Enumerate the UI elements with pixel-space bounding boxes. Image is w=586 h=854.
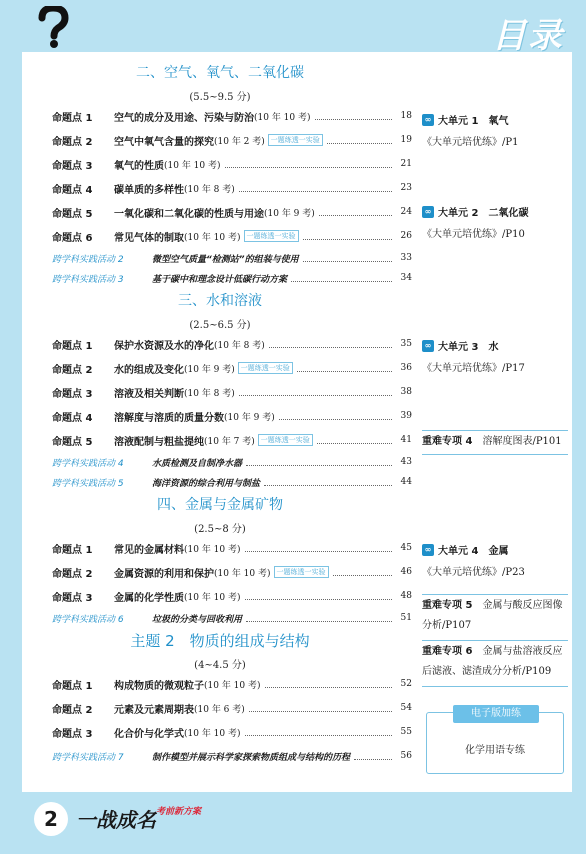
row-page: 34 <box>400 273 412 283</box>
link-icon: ∞ <box>422 114 434 126</box>
header-band <box>0 0 586 56</box>
row-label: 跨学科实践活动 4 <box>52 458 124 469</box>
leader-dots <box>225 161 392 168</box>
unit-sub: 《大单元培优练》/P23 <box>422 567 525 578</box>
row-name: 水的组成及变化 <box>114 364 184 376</box>
row-page: 48 <box>400 591 412 601</box>
unit-link[interactable] <box>422 542 572 578</box>
leader-dots <box>249 705 392 712</box>
row-name: 化合价与化学式 <box>114 728 184 740</box>
row-note: (10 年 10 考) <box>184 728 241 739</box>
leader-dots <box>239 185 392 192</box>
toc-row[interactable] <box>52 432 412 448</box>
row-page: 38 <box>400 387 412 397</box>
row-label: 跨学科实践活动 3 <box>52 274 124 285</box>
row-note: (10 年 6 考) <box>194 704 245 715</box>
row-page: 52 <box>400 679 412 689</box>
bonus-box[interactable] <box>426 708 564 774</box>
leader-dots <box>269 341 392 348</box>
section-range: (5.5~9.5 分) <box>189 92 251 103</box>
section-range: (4~4.5 分) <box>194 660 246 671</box>
toc-row[interactable] <box>52 724 412 740</box>
special-item[interactable] <box>422 642 568 682</box>
toc-row[interactable] <box>52 564 412 580</box>
link-icon: ∞ <box>422 544 434 556</box>
row-name: 金属资源的利用和保护 <box>114 568 214 580</box>
toc-row[interactable] <box>52 360 412 376</box>
row-page: 23 <box>400 183 412 193</box>
toc-row[interactable] <box>52 588 412 604</box>
row-name: 空气的成分及用途、污染与防治 <box>114 112 254 124</box>
row-page: 19 <box>400 135 412 145</box>
row-page: 26 <box>400 231 412 241</box>
row-name: 常见气体的制取 <box>114 232 184 244</box>
leader-dots <box>303 255 392 262</box>
unit-head: 大单元 4 金属 <box>438 546 509 557</box>
leader-dots <box>354 753 392 760</box>
row-note: (10 年 9 考) <box>224 412 275 423</box>
row-name: 溶液配制与粗盐提纯 <box>114 436 204 448</box>
leader-dots <box>333 569 392 576</box>
activity-row[interactable] <box>52 250 412 266</box>
row-tag: 一题练透一实验 <box>274 566 329 578</box>
row-note: (10 年 8 考) <box>184 388 235 399</box>
leader-dots <box>245 545 392 552</box>
row-name: 元素及元素周期表 <box>114 704 194 716</box>
section-title: 四、金属与金属矿物 <box>157 497 283 513</box>
row-name: 构成物质的微观粒子 <box>114 680 204 692</box>
special-item[interactable] <box>422 596 568 636</box>
row-name: 一氧化碳和二氧化碳的性质与用途 <box>114 208 264 220</box>
row-name: 氧气的性质 <box>114 160 164 172</box>
special-text: 溶解度图表/P101 <box>482 436 562 447</box>
row-page: 46 <box>400 567 412 577</box>
toc-row[interactable] <box>52 408 412 424</box>
activity-row[interactable] <box>52 270 412 286</box>
leader-dots <box>327 137 392 144</box>
side-panel <box>418 52 572 792</box>
left-band <box>0 52 22 792</box>
special-label: 重难专项 4 <box>422 436 473 447</box>
row-page: 43 <box>400 457 412 467</box>
row-tag: 一题练透一实验 <box>244 230 299 242</box>
row-label: 命题点 1 <box>52 340 93 352</box>
special-label: 重难专项 6 <box>422 646 473 657</box>
leader-dots <box>319 209 392 216</box>
brand-sup: 考前新方案 <box>156 807 202 817</box>
row-label: 命题点 1 <box>52 112 93 124</box>
row-label: 命题点 1 <box>52 544 93 556</box>
leader-dots <box>315 113 392 120</box>
special-item[interactable] <box>422 432 568 452</box>
row-label: 跨学科实践活动 2 <box>52 254 124 265</box>
special-text: 金属与盐溶液反应后滤液、滤渣成分分析/P109 <box>422 646 563 677</box>
row-note: (10 年 8 考) <box>184 184 235 195</box>
divider <box>422 640 568 641</box>
brand-logo <box>76 804 201 833</box>
unit-link[interactable] <box>422 112 572 148</box>
section-title: 主题 2 物质的组成与结构 <box>130 632 310 650</box>
row-page: 24 <box>400 207 412 217</box>
row-note: (10 年 10 考) <box>164 160 221 171</box>
bonus-body: 化学用语专练 <box>465 745 525 756</box>
special-label: 重难专项 5 <box>422 600 473 611</box>
toc-row[interactable] <box>52 676 412 692</box>
section-range: (2.5~8 分) <box>194 524 246 535</box>
row-label: 跨学科实践活动 5 <box>52 478 124 489</box>
row-label: 命题点 2 <box>52 364 93 376</box>
row-name: 常见的金属材料 <box>114 544 184 556</box>
activity-row[interactable] <box>52 454 412 470</box>
row-page: 33 <box>400 253 412 263</box>
row-name: 金属的化学性质 <box>114 592 184 604</box>
unit-link[interactable] <box>422 204 572 240</box>
unit-head: 大单元 3 水 <box>438 342 499 353</box>
row-page: 44 <box>400 477 412 487</box>
row-page: 56 <box>400 751 412 761</box>
leader-dots <box>279 413 392 420</box>
row-label: 跨学科实践活动 6 <box>52 614 124 625</box>
bonus-title: 电子版加练 <box>453 705 539 723</box>
leader-dots <box>265 681 392 688</box>
row-label: 命题点 2 <box>52 568 93 580</box>
row-note: (10 年 7 考) <box>204 436 255 447</box>
row-label: 命题点 4 <box>52 184 93 196</box>
divider <box>422 454 568 455</box>
leader-dots <box>246 459 392 466</box>
row-label: 命题点 6 <box>52 232 93 244</box>
row-label: 命题点 3 <box>52 728 93 740</box>
row-note: (10 年 10 考) <box>214 568 271 579</box>
leader-dots <box>264 479 392 486</box>
row-label: 命题点 5 <box>52 436 93 448</box>
divider <box>422 594 568 595</box>
row-tag: 一题练透一实验 <box>268 134 323 146</box>
row-label: 跨学科实践活动 7 <box>52 752 124 763</box>
unit-head: 大单元 2 二氧化碳 <box>438 208 529 219</box>
divider <box>422 430 568 431</box>
row-label: 命题点 5 <box>52 208 93 220</box>
activity-row[interactable] <box>52 474 412 490</box>
activity-row[interactable] <box>52 610 412 626</box>
row-label: 命题点 4 <box>52 412 93 424</box>
row-note: (10 年 2 考) <box>214 136 265 147</box>
row-name: 碳单质的多样性 <box>114 184 184 196</box>
row-note: (10 年 10 考) <box>184 544 241 555</box>
row-page: 18 <box>400 111 412 121</box>
row-name: 微型空气质量“检测站”的组装与使用 <box>152 254 299 265</box>
row-name: 基于碳中和理念设计低碳行动方案 <box>152 274 288 285</box>
row-page: 35 <box>400 339 412 349</box>
page-number: 2 <box>34 802 68 836</box>
row-tag: 一题练透一实验 <box>258 434 313 446</box>
leader-dots <box>239 389 392 396</box>
activity-row[interactable] <box>52 748 412 764</box>
unit-head: 大单元 1 氧气 <box>438 116 509 127</box>
row-page: 51 <box>400 613 412 623</box>
toc-row[interactable] <box>52 228 412 244</box>
toc-row[interactable] <box>52 156 412 172</box>
section-range: (2.5~6.5 分) <box>189 320 251 331</box>
toc-row[interactable] <box>52 108 412 124</box>
row-name: 溶液及相关判断 <box>114 388 184 400</box>
toc-row[interactable] <box>52 180 412 196</box>
row-name: 制作模型并展示科学家探索物质组成与结构的历程 <box>152 752 351 763</box>
toc-row[interactable] <box>52 700 412 716</box>
page-title: 目录 <box>492 16 564 56</box>
row-note: (10 年 9 考) <box>184 364 235 375</box>
leader-dots <box>246 615 392 622</box>
divider <box>422 686 568 687</box>
row-name: 垃圾的分类与回收利用 <box>152 614 243 625</box>
row-label: 命题点 1 <box>52 680 93 692</box>
toc-main <box>22 52 418 792</box>
question-mark-icon <box>36 6 70 48</box>
row-note: (10 年 9 考) <box>264 208 315 219</box>
leader-dots <box>317 437 392 444</box>
brand-name: 一战成名 <box>76 808 156 832</box>
row-page: 41 <box>400 435 412 445</box>
row-page: 36 <box>400 363 412 373</box>
link-icon: ∞ <box>422 340 434 352</box>
row-note: (10 年 10 考) <box>184 232 241 243</box>
leader-dots <box>291 275 392 282</box>
row-label: 命题点 2 <box>52 136 93 148</box>
row-page: 45 <box>400 543 412 553</box>
toc-row[interactable] <box>52 540 412 556</box>
link-icon: ∞ <box>422 206 434 218</box>
row-name: 溶解度与溶质的质量分数 <box>114 412 224 424</box>
row-name: 空气中氧气含量的探究 <box>114 136 214 148</box>
row-note: (10 年 10 考) <box>204 680 261 691</box>
unit-link[interactable] <box>422 338 572 374</box>
row-label: 命题点 3 <box>52 160 93 172</box>
row-label: 命题点 3 <box>52 592 93 604</box>
unit-sub: 《大单元培优练》/P17 <box>422 363 525 374</box>
toc-row[interactable] <box>52 204 412 220</box>
row-name: 海洋资源的综合利用与制盐 <box>152 478 261 489</box>
section-title: 二、空气、氧气、二氧化碳 <box>136 65 304 81</box>
toc-row[interactable] <box>52 336 412 352</box>
leader-dots <box>245 729 392 736</box>
row-page: 54 <box>400 703 412 713</box>
leader-dots <box>297 365 392 372</box>
row-name: 保护水资源及水的净化 <box>114 340 214 352</box>
row-page: 21 <box>400 159 412 169</box>
unit-sub: 《大单元培优练》/P1 <box>422 137 519 148</box>
unit-sub: 《大单元培优练》/P10 <box>422 229 525 240</box>
row-name: 水质检测及自制净水器 <box>152 458 243 469</box>
row-note: (10 年 10 考) <box>184 592 241 603</box>
row-page: 55 <box>400 727 412 737</box>
leader-dots <box>303 233 392 240</box>
row-label: 命题点 2 <box>52 704 93 716</box>
row-note: (10 年 8 考) <box>214 340 265 351</box>
special-text: 金属与酸反应图像分析/P107 <box>422 600 563 631</box>
row-label: 命题点 3 <box>52 388 93 400</box>
right-band <box>572 52 586 792</box>
row-tag: 一题练透一实验 <box>238 362 293 374</box>
row-page: 39 <box>400 411 412 421</box>
toc-row[interactable] <box>52 132 412 148</box>
toc-row[interactable] <box>52 384 412 400</box>
leader-dots <box>245 593 392 600</box>
section-title: 三、水和溶液 <box>178 293 262 309</box>
row-note: (10 年 10 考) <box>254 112 311 123</box>
